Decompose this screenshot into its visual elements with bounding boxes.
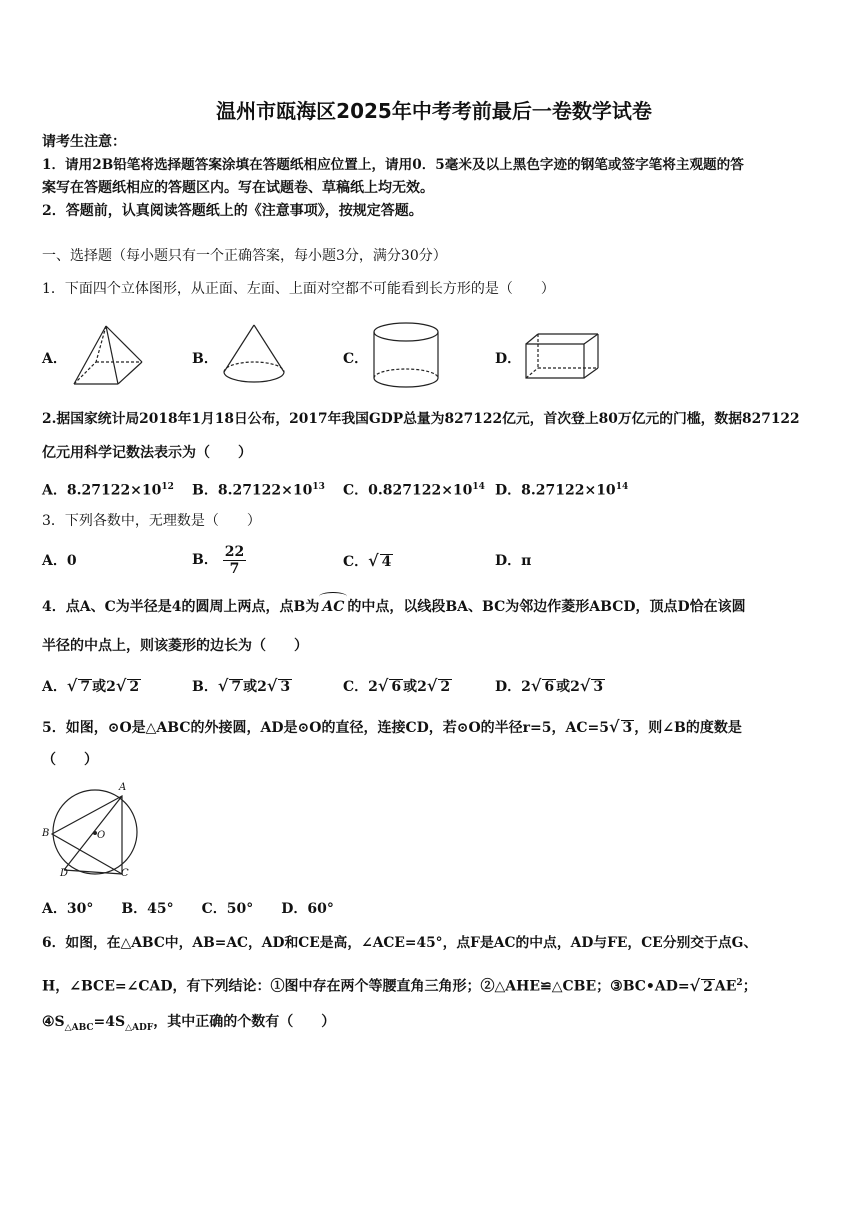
notice-line-1: 1．请用2B铅笔将选择题答案涂填在答题纸相应位置上，请用0．5毫米及以上黑色字迹的钢笔或签字笔将主观题的答: [42, 157, 744, 173]
notice-heading: 请考生注意：: [42, 134, 126, 150]
q1-option-c-label: C．: [343, 351, 369, 367]
q3-option-d: D．π: [495, 553, 532, 569]
question-6-stem-3: $④S_{\triangle ABC}=4S_{\triangle ADF}$，其中正确的个数有（ ）: [42, 1014, 336, 1033]
q4-option-c: C．2√ 6 或2√ 2: [343, 676, 451, 695]
question-1-stem: 1．下面四个立体图形，从正面、左面、上面对空都不可能看到长方形的是（ ）: [42, 281, 555, 297]
q2-option-a: A．$8.27122\times 10^{12}$: [42, 482, 174, 499]
cuboid-icon: [522, 330, 604, 384]
q1-option-d-label: D．: [495, 351, 522, 367]
q4-option-d: D．2√ 6 或2√ 3: [495, 676, 604, 695]
question-5-stem-2: （ ）: [42, 752, 98, 768]
cone-icon: [218, 322, 290, 392]
question-6-stem-2: H，∠BCE=∠CAD，有下列结论：①图中存在两个等腰直角三角形；②△AHE≌△CBE；③BC•AD=√ 2 $AE^2$；: [42, 975, 757, 995]
q2-option-b: B．$8.27122\times 10^{13}$: [192, 482, 325, 499]
q3-option-c: C．√ 4: [343, 551, 392, 570]
q3-option-a: A．0: [42, 553, 77, 569]
question-2-stem-1: 2.据国家统计局2018年1月18日公布，2017年我国GDP总量为827122亿元，首次登上80万亿元的门槛，数据827122: [42, 411, 800, 427]
point-d-label: D: [60, 868, 69, 879]
page-title: 温州市瓯海区2025年中考考前最后一卷数学试卷: [216, 99, 652, 123]
point-o-label: O: [97, 830, 106, 841]
point-c-label: C: [121, 868, 129, 879]
q5-options: A．30° B．45° C．50° D．60°: [42, 901, 334, 917]
fraction-22-over-7: $\frac{22}{7}$: [224, 543, 245, 577]
q1-option-b-label: B．: [192, 351, 218, 367]
q1-option-a-label: A．: [42, 351, 67, 367]
q4-option-b: B．√ 7 或2√ 3: [192, 676, 291, 695]
question-4-stem-2: 半径的中点上，则该菱形的边长为（ ）: [42, 638, 308, 654]
q2-option-d: D．$8.27122\times 10^{14}$: [495, 482, 629, 499]
circle-diagram: [40, 782, 150, 882]
pyramid-icon: [66, 322, 146, 392]
question-3-stem: 3．下列各数中，无理数是（ ）: [42, 513, 261, 529]
q3-option-b: B． $\frac{22}{7}$: [192, 543, 245, 577]
point-a-label: A: [119, 782, 127, 793]
question-4-stem-1: 4．点A、C为半径是4的圆周上两点，点B为 AC 的中点，以线段BA、BC为邻边作菱形ABCD，顶点D恰在该圆: [42, 598, 746, 616]
cylinder-icon: [370, 320, 442, 392]
arc-ac: AC: [319, 598, 347, 616]
section-heading: 一、选择题（每小题只有一个正确答案，每小题3分，满分30分）: [42, 248, 447, 264]
question-6-stem-1: 6．如图，在△ABC中，AB=AC，AD和CE是高，∠ACE=45°，点F是AC的中点，AD与FE，CE分别交于点G、: [42, 935, 758, 951]
q4-option-a: A．√ 7 或2√ 2: [42, 676, 140, 695]
question-5-stem-1: 5．如图，⊙O是△ABC的外接圆，AD是⊙O的直径，连接CD，若⊙O的半径r=5，AC=5√ 3 ，则∠B的度数是: [42, 717, 742, 736]
question-2-stem-2: 亿元用科学记数法表示为（ ）: [42, 445, 252, 461]
notice-line-2: 案写在答题纸相应的答题区内。写在试题卷、草稿纸上均无效。: [42, 180, 434, 196]
q2-option-c: C．$0.827122\times 10^{14}$: [343, 482, 485, 499]
point-b-label: B: [42, 828, 50, 839]
notice-line-3: 2．答题前，认真阅读答题纸上的《注意事项》，按规定答题。: [42, 203, 423, 219]
